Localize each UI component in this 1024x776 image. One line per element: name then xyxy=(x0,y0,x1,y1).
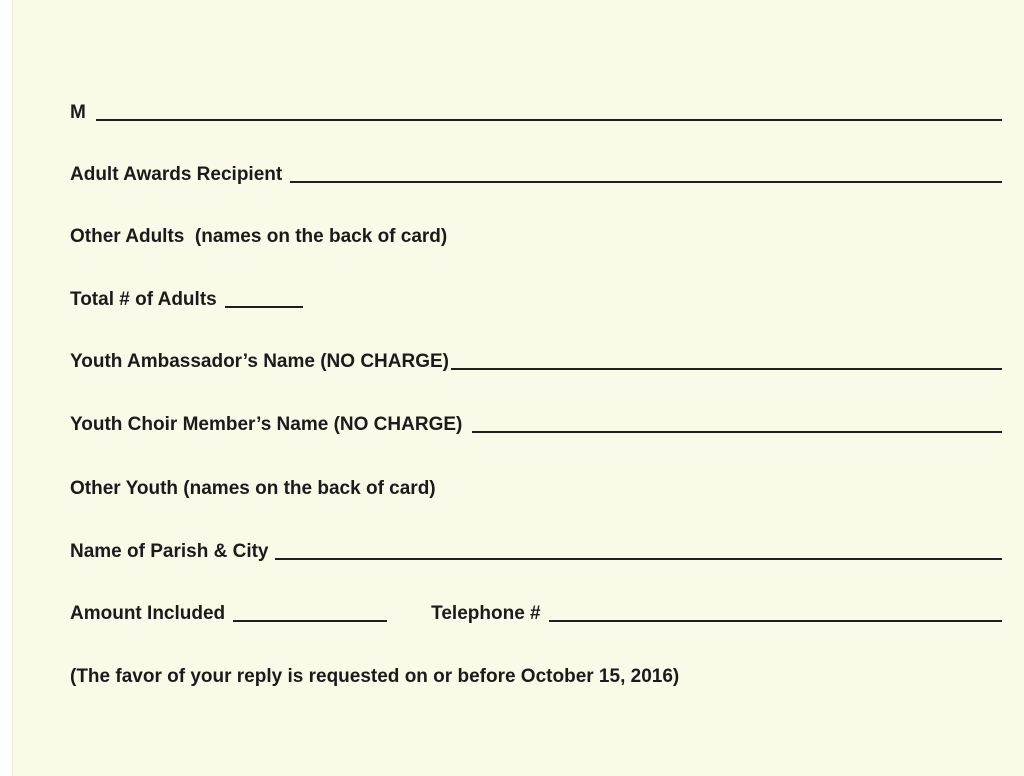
row-amount-telephone xyxy=(70,599,1002,625)
telephone-blank-line[interactable] xyxy=(549,620,1002,622)
row-reply-note xyxy=(70,662,679,688)
other-adults-label: Other Adults (names on the back of card) xyxy=(70,226,448,247)
telephone-label: Telephone # xyxy=(431,603,541,624)
row-youth-choir xyxy=(70,410,1002,436)
youth-ambassador-blank-line[interactable] xyxy=(451,368,1002,370)
row-parish-city xyxy=(70,537,1002,563)
adult-awards-label: Adult Awards Recipient xyxy=(70,164,283,185)
parish-city-label: Name of Parish & City xyxy=(70,541,269,562)
amount-included-blank-line[interactable] xyxy=(233,620,387,622)
total-adults-blank-line[interactable] xyxy=(225,306,303,308)
row-adult-awards xyxy=(70,160,1002,186)
adult-awards-blank-line[interactable] xyxy=(290,181,1002,183)
parish-city-blank-line[interactable] xyxy=(275,558,1003,560)
row-total-adults xyxy=(70,285,303,311)
title-blank-line[interactable] xyxy=(96,119,1002,121)
row-other-adults xyxy=(70,222,447,248)
youth-choir-label: Youth Choir Member’s Name (NO CHARGE) xyxy=(70,414,463,435)
title-prefix-label: M xyxy=(70,102,86,123)
youth-ambassador-label: Youth Ambassador’s Name (NO CHARGE) xyxy=(70,351,449,372)
row-other-youth xyxy=(70,474,436,500)
reply-card xyxy=(12,0,1024,776)
reply-note-text: (The favor of your reply is requested on or before October 15, 2016) xyxy=(70,666,680,687)
other-youth-label: Other Youth (names on the back of card) xyxy=(70,478,436,499)
youth-choir-blank-line[interactable] xyxy=(472,431,1002,433)
amount-included-label: Amount Included xyxy=(70,603,226,624)
row-title xyxy=(70,98,1002,124)
total-adults-label: Total # of Adults xyxy=(70,289,217,310)
row-youth-ambassador xyxy=(70,347,1002,373)
